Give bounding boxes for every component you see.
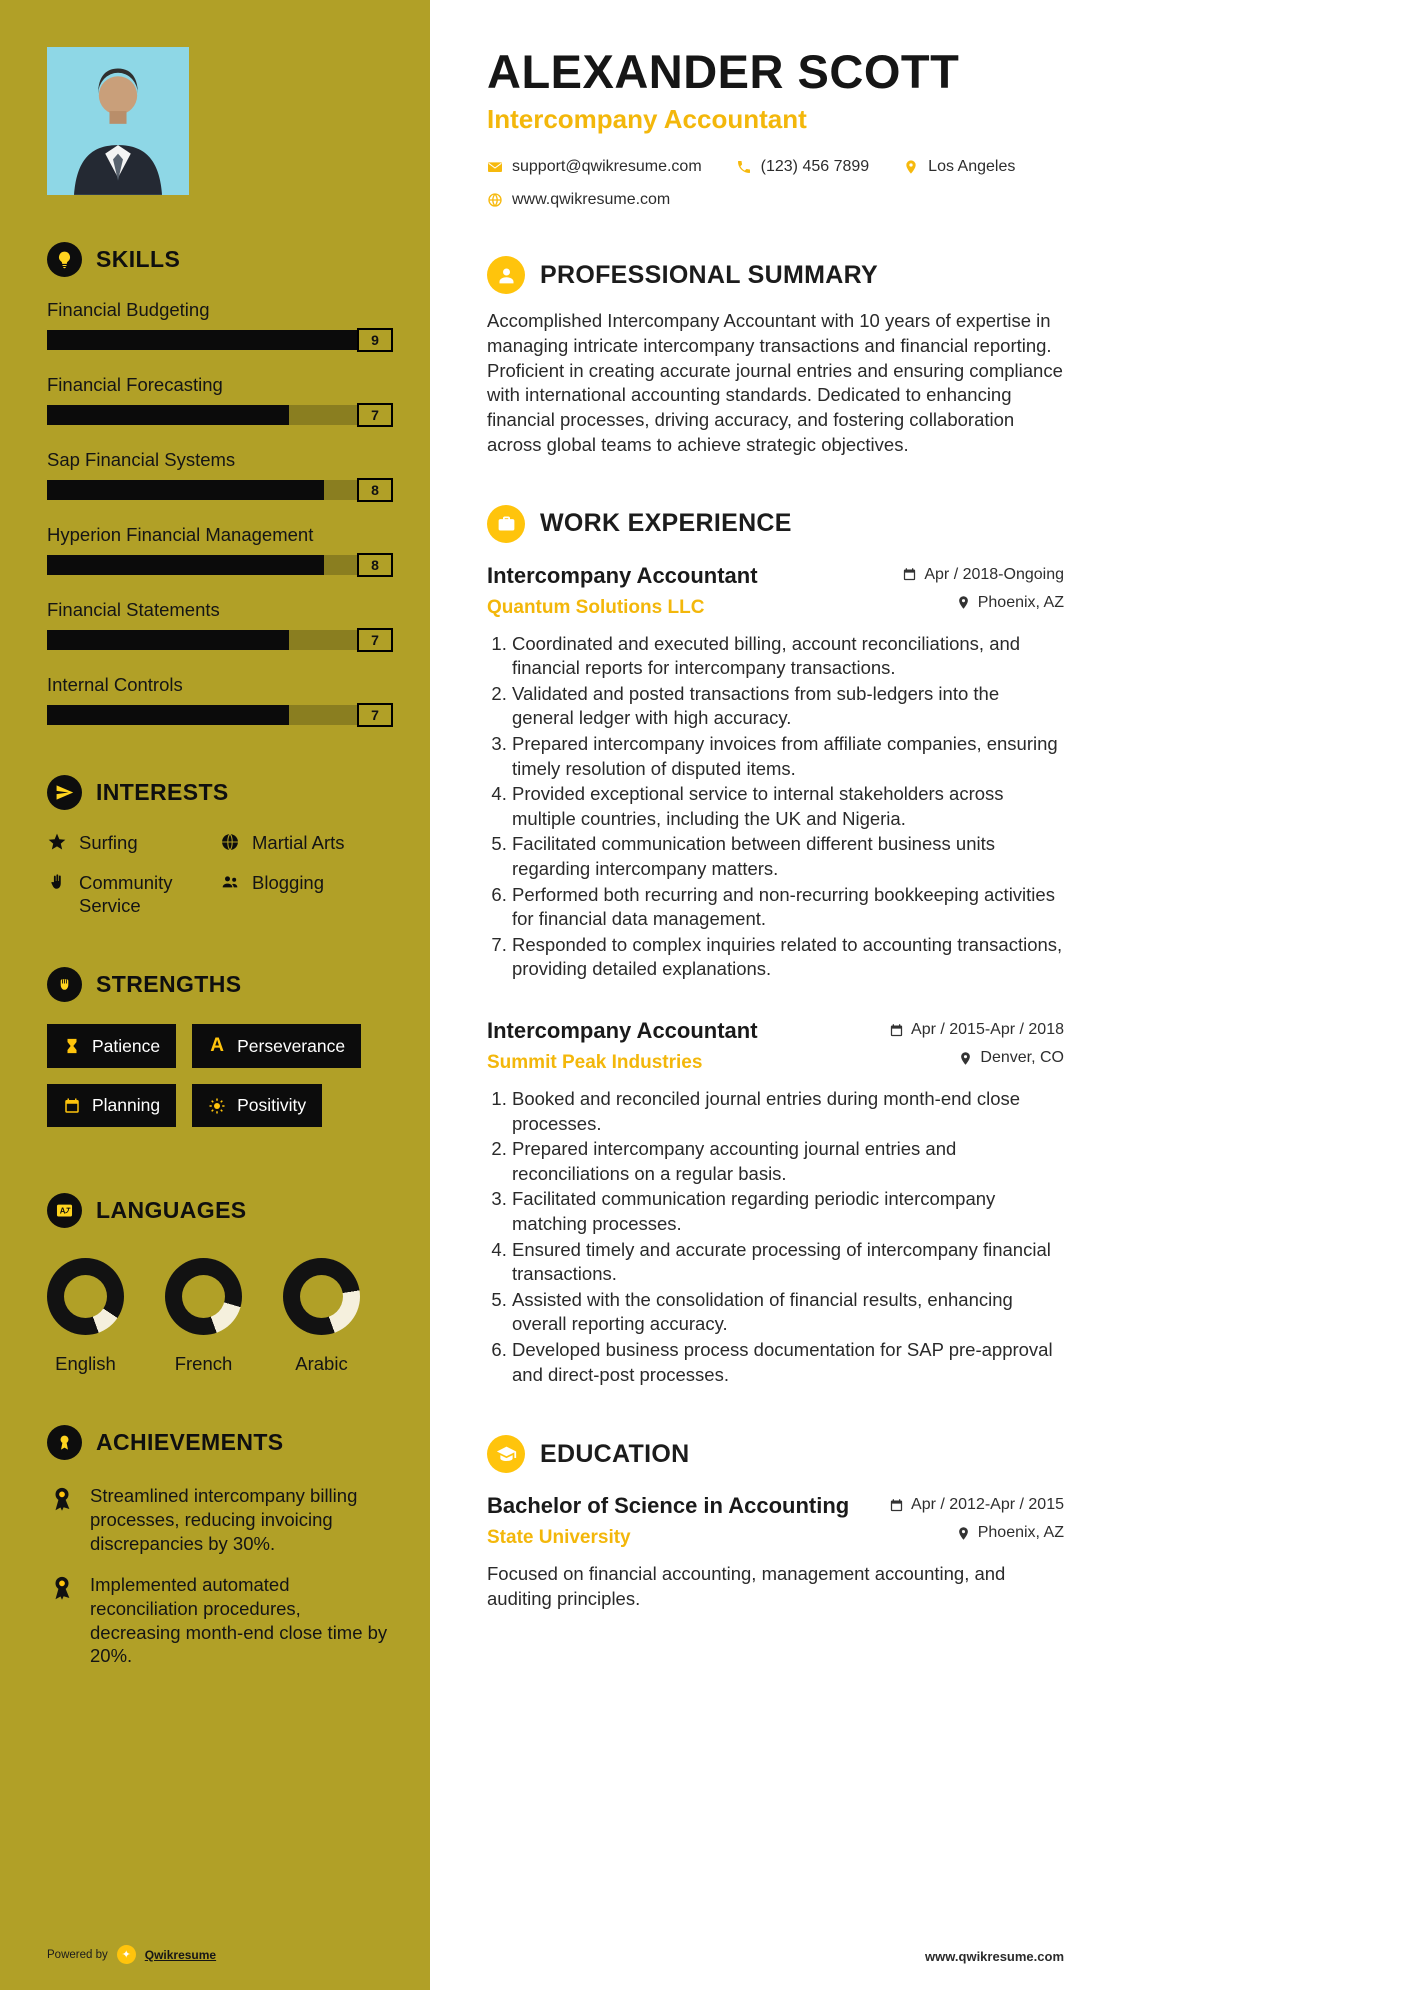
map-pin-icon [903, 159, 919, 175]
skill-score-badge: 9 [357, 328, 393, 352]
languages-heading: LANGUAGES [96, 1197, 247, 1224]
language-label: English [55, 1353, 116, 1375]
strengths-list [47, 1024, 393, 1127]
job-location-text: Phoenix, AZ [977, 593, 1064, 611]
skill-score-badge: 8 [357, 553, 393, 577]
map-pin-icon [956, 595, 971, 610]
globe-icon [487, 192, 503, 208]
profile-photo-silhouette [47, 47, 189, 195]
hand-icon [47, 872, 67, 892]
strength-badge [192, 1024, 361, 1068]
strength-badge [192, 1084, 322, 1127]
hourglass-icon [63, 1037, 81, 1055]
achievements-heading-row [47, 1425, 393, 1460]
skill-bar-fill [47, 330, 358, 350]
language-item [283, 1258, 360, 1375]
sun-icon [208, 1097, 226, 1115]
interest-label: Martial Arts [252, 832, 345, 853]
job-dates [902, 566, 1064, 584]
fist-icon [47, 967, 82, 1002]
achievement-item [47, 1573, 393, 1668]
strengths-heading: STRENGTHS [96, 971, 242, 998]
achievement-text: Streamlined intercompany billing processes, reducing invoicing discrepancies by 30%. [90, 1485, 358, 1554]
job-bullet: 6. Performed both recurring and non-recurring bookkeeping activities for financial data management. [512, 883, 1064, 932]
contact-row-2 [487, 191, 1064, 209]
interests-heading-row [47, 775, 393, 810]
job-bullets [487, 632, 1064, 982]
globe-icon [220, 832, 240, 852]
job-location [889, 1049, 1064, 1067]
education-dates [889, 1496, 1064, 1514]
strength-label: Planning [92, 1095, 161, 1116]
skill-score-badge: 7 [357, 703, 393, 727]
education-heading: EDUCATION [540, 1439, 690, 1468]
job-company: Summit Peak Industries [487, 1052, 703, 1073]
footer-website-link[interactable]: www.qwikresume.com [925, 1949, 1064, 1964]
language-donut [165, 1258, 242, 1335]
experience-heading: WORK EXPERIENCE [540, 509, 792, 538]
strengths-section [47, 967, 393, 1143]
donut-hole [64, 1275, 107, 1318]
svg-text:A: A [59, 1206, 66, 1216]
strength-label: Patience [92, 1035, 161, 1056]
job-bullet: 3. Facilitated communication regarding periodic intercompany matching processes. [512, 1187, 1064, 1236]
achievement-item [47, 1484, 393, 1555]
language-item [165, 1258, 242, 1375]
phone-text: (123) 456 7899 [760, 158, 870, 175]
skill-bar-fill [47, 480, 324, 500]
job-entry [487, 1018, 1064, 1387]
contact-phone[interactable] [736, 158, 870, 176]
skill-bar [47, 555, 393, 575]
calendar-icon [889, 1023, 904, 1038]
phone-icon [736, 159, 752, 175]
skill-row [47, 299, 393, 350]
job-company: Quantum Solutions LLC [487, 596, 705, 618]
paper-plane-icon [47, 775, 82, 810]
job-bullet: 2. Validated and posted transactions from sub-ledgers into the general ledger with high accuracy. [512, 682, 1064, 731]
language-item [47, 1258, 124, 1375]
qwikresume-logo-icon: ✦ [117, 1945, 136, 1964]
language-donut [283, 1258, 360, 1335]
language-donut [47, 1258, 124, 1335]
interests-heading: INTERESTS [96, 779, 229, 805]
job-bullet: 1. Booked and reconciled journal entries during month-end close processes. [512, 1087, 1064, 1136]
contact-row [487, 158, 1064, 176]
job-entry [487, 563, 1064, 982]
skills-section [47, 242, 393, 725]
letter-a-icon: A [210, 1035, 224, 1057]
education-entry [487, 1493, 1064, 1612]
language-label: Arabic [295, 1353, 348, 1375]
job-location [902, 594, 1064, 612]
achievement-text: Implemented automated reconciliation procedures, decreasing month-end close time by 20%. [90, 1574, 388, 1667]
strength-badge [47, 1024, 176, 1068]
skill-name: Hyperion Financial Management [47, 524, 314, 545]
strengths-row [47, 1084, 393, 1127]
star-icon [47, 832, 67, 852]
donut-hole [182, 1275, 225, 1318]
interests-list [47, 831, 393, 917]
job-location-text: Denver, CO [980, 1049, 1064, 1066]
job-bullet: 5. Assisted with the consolidation of financial results, enhancing overall reporting accuracy. [512, 1288, 1064, 1337]
education-section [487, 1435, 1064, 1612]
powered-by-label: Powered by [47, 1948, 108, 1961]
skill-name: Sap Financial Systems [47, 449, 236, 470]
skill-bar-fill [47, 555, 324, 575]
summary-section [487, 256, 1064, 458]
skills-heading-row [47, 242, 393, 277]
skill-row [47, 449, 393, 500]
summary-text: Accomplished Intercompany Accountant with 10 years of expertise in managing intricate intercompany transactions and financial reporting. Proficient in creating accurate journal entries and ensuring compliance with international accounting standards. Dedicated to enhancing financial processes, driving accuracy, and fostering collaboration across global teams to achieve strategic objectives. [487, 310, 1063, 455]
achievements-heading: ACHIEVEMENTS [96, 1429, 284, 1456]
job-meta [889, 1018, 1064, 1067]
strengths-row [47, 1024, 393, 1068]
skill-name: Financial Statements [47, 599, 220, 620]
person-icon [487, 256, 525, 294]
skill-score-badge: 8 [357, 478, 393, 502]
contact-location [903, 158, 1015, 176]
map-pin-icon [958, 1051, 973, 1066]
skill-score-badge: 7 [357, 403, 393, 427]
education-location-text: Phoenix, AZ [977, 1524, 1064, 1542]
skill-bar [47, 630, 393, 650]
education-description: Focused on financial accounting, management accounting, and auditing principles. [487, 1563, 1006, 1609]
email-text: support@qwikresume.com [512, 158, 702, 175]
strengths-heading-row [47, 967, 393, 1002]
main-content [430, 0, 1407, 1990]
envelope-icon [487, 159, 503, 175]
calendar-icon [889, 1498, 904, 1513]
candidate-name: ALEXANDER SCOTT [487, 45, 960, 98]
education-meta [889, 1493, 1064, 1542]
award-icon [47, 1573, 77, 1603]
interest-item [220, 831, 393, 854]
interest-item [47, 831, 220, 854]
job-dates [889, 1021, 1064, 1039]
skill-bar [47, 705, 393, 725]
sidebar [0, 0, 430, 1990]
achievements-list [47, 1484, 393, 1668]
skill-bar-fill [47, 705, 289, 725]
job-bullet: 7. Responded to complex inquiries related to accounting transactions, providing detailed explanations. [512, 933, 1064, 982]
skill-bar [47, 405, 393, 425]
job-left [487, 1018, 758, 1074]
medal-icon [47, 1425, 82, 1460]
job-title: Intercompany Accountant [487, 562, 758, 588]
lightbulb-icon [47, 242, 82, 277]
skill-name: Internal Controls [47, 674, 183, 695]
job-bullet: 6. Developed business process documentation for SAP pre-approval and direct-post processes. [512, 1338, 1064, 1387]
map-pin-icon [956, 1526, 971, 1541]
interests-section [47, 775, 393, 917]
candidate-title: Intercompany Accountant [487, 104, 807, 134]
skill-row [47, 599, 393, 650]
job-bullet: 5. Facilitated communication between different business units regarding intercompany matters. [512, 832, 1064, 881]
calendar-icon [63, 1097, 81, 1115]
job-bullets [487, 1087, 1064, 1387]
education-left [487, 1493, 849, 1549]
award-icon [47, 1484, 77, 1514]
skill-row [47, 524, 393, 575]
languages-list [47, 1258, 393, 1375]
skill-row [47, 674, 393, 725]
job-bullet: 1. Coordinated and executed billing, account reconciliations, and financial reports for intercompany transactions. [512, 632, 1064, 681]
skill-bar [47, 330, 393, 350]
strength-label: Positivity [237, 1095, 307, 1116]
interest-label: Community Service [79, 872, 173, 917]
achievements-section [47, 1425, 393, 1668]
skill-row [47, 374, 393, 425]
job-dates-text: Apr / 2018-Ongoing [924, 565, 1064, 583]
languages-heading-row [47, 1193, 393, 1228]
summary-heading: PROFESSIONAL SUMMARY [540, 260, 878, 289]
calendar-icon [902, 567, 917, 582]
interest-label: Surfing [79, 832, 138, 853]
education-heading-row [487, 1435, 1064, 1473]
skill-name: Financial Forecasting [47, 374, 223, 395]
contact-website[interactable] [487, 191, 670, 209]
skill-bar-fill [47, 630, 289, 650]
education-header [487, 1493, 1064, 1549]
skill-name: Financial Budgeting [47, 299, 210, 320]
sidebar-footer [47, 1945, 393, 1964]
contact-email[interactable] [487, 158, 702, 176]
profile-photo [47, 47, 189, 195]
website-text: www.qwikresume.com [512, 191, 671, 208]
location-text: Los Angeles [928, 158, 1016, 175]
languages-section [47, 1193, 393, 1375]
interest-item [220, 871, 393, 917]
translate-icon [47, 1193, 82, 1228]
strength-label: Perseverance [237, 1035, 346, 1056]
skill-score-badge: 7 [357, 628, 393, 652]
interest-label: Blogging [252, 872, 325, 894]
job-bullet: 2. Prepared intercompany accounting journal entries and reconciliations on a regular basis. [512, 1137, 1064, 1186]
job-bullet: 3. Prepared intercompany invoices from affiliate companies, ensuring timely resolution of disputed items. [512, 732, 1064, 781]
education-dates-text: Apr / 2012-Apr / 2015 [911, 1496, 1064, 1514]
job-left [487, 563, 758, 619]
job-header [487, 1018, 1064, 1074]
skills-heading: SKILLS [96, 246, 181, 272]
interest-item [47, 871, 220, 917]
education-location [889, 1524, 1064, 1542]
job-meta [902, 563, 1064, 612]
skill-bar-fill [47, 405, 289, 425]
job-bullet: 4. Provided exceptional service to internal stakeholders across multiple countries, including the UK and Nigeria. [512, 782, 1064, 831]
graduation-cap-icon [487, 1435, 525, 1473]
job-dates-text: Apr / 2015-Apr / 2018 [911, 1021, 1064, 1038]
job-bullet: 4. Ensured timely and accurate processing of intercompany financial transactions. [512, 1238, 1064, 1287]
school-name: State University [487, 1527, 631, 1549]
skill-bar [47, 480, 393, 500]
job-title: Intercompany Accountant [487, 1018, 758, 1043]
strength-badge [47, 1084, 176, 1127]
job-header [487, 563, 1064, 619]
main-column [487, 44, 1064, 1964]
experience-section [487, 505, 1064, 1388]
donut-hole [300, 1275, 343, 1318]
language-label: French [174, 1353, 233, 1375]
degree-title: Bachelor of Science in Accounting [487, 1493, 850, 1519]
experience-heading-row [487, 505, 1064, 543]
briefcase-icon [487, 505, 525, 543]
users-icon [220, 872, 240, 892]
qwikresume-link[interactable]: Qwikresume [144, 1947, 217, 1962]
summary-heading-row [487, 256, 1064, 294]
